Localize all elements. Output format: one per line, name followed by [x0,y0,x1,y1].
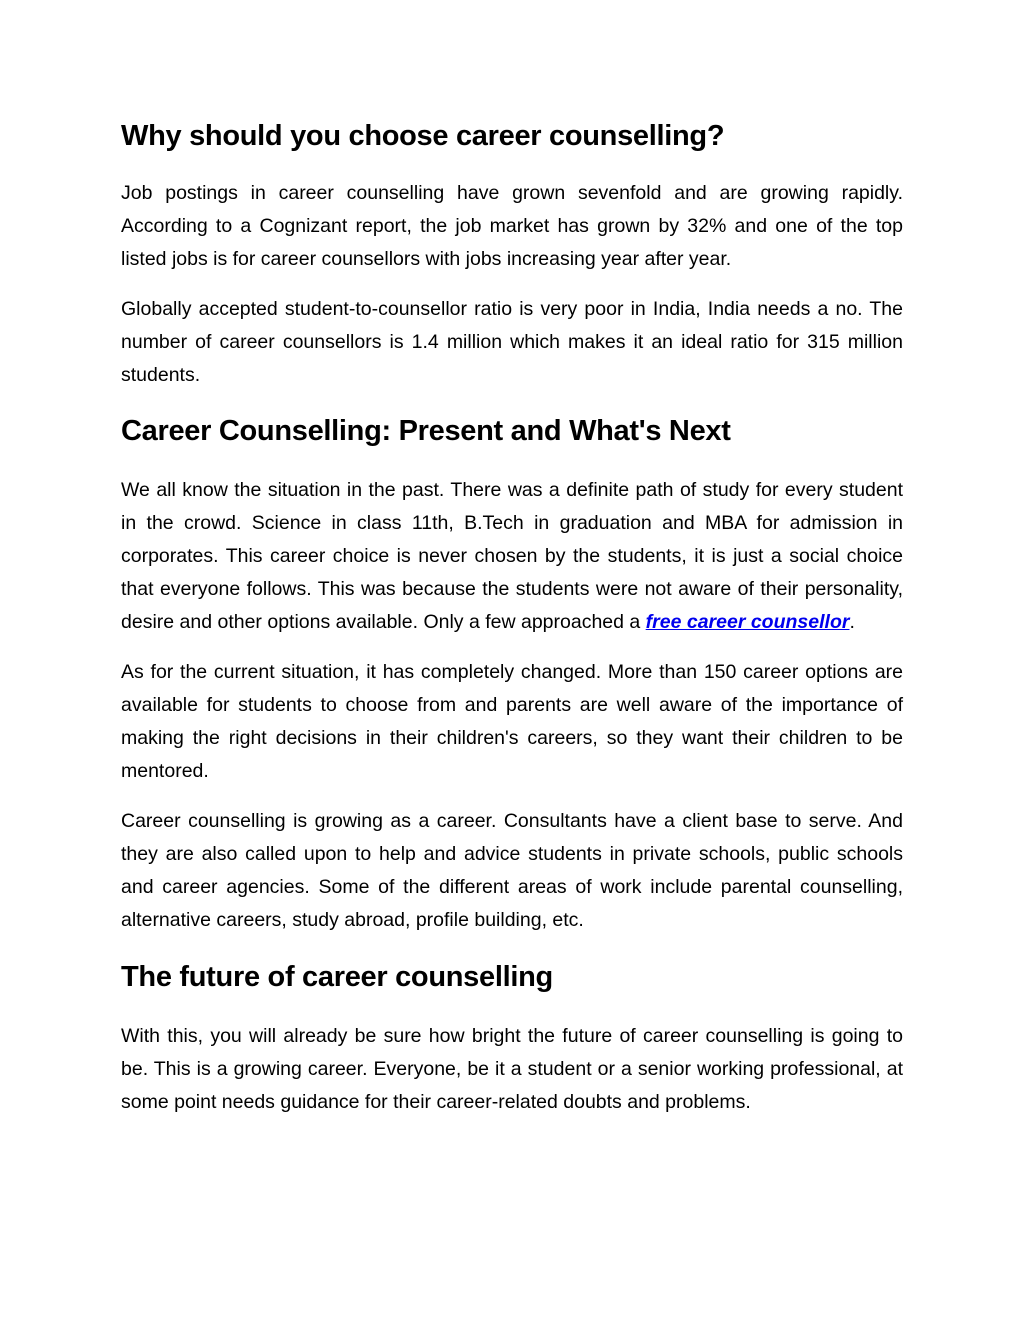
paragraph-counsellor-ratio: Globally accepted student-to-counsellor ratio is very poor in India, India needs a no. The number of career counsellors is 1.4 million which makes it an ideal ratio for 315 million students. [121,298,903,386]
free-career-counsellor-link[interactable]: free career counsellor [645,611,850,633]
section-heading-present-next: Career Counselling: Present and What's Next [121,415,731,447]
paragraph-future: With this, you will already be sure how bright the future of career counselling is going to be. This is a growing career. Everyone, be it a student or a senior working professional, at some point needs guidance for their career-related doubts and problems. [121,1025,903,1113]
past-situation-end: . [849,611,855,633]
past-situation-text: We all know the situation in the past. There was a definite path of study for every student in the crowd. Science in class 11th, B.Tech in graduation and MBA for admission in corporates. This career choice is never chosen by the students, it is just a social choice that everyone follows. This was because the students were not aware of their personality, desire and other options available. Only a few approached a [121,479,903,633]
paragraph-job-postings: Job postings in career counselling have grown sevenfold and are growing rapidly. According to a Cognizant report, the job market has grown by 32% and one of the top listed jobs is for career counsellors with jobs increasing year after year. [121,182,903,270]
paragraph-past-situation [121,474,903,639]
paragraph-current-situation: As for the current situation, it has completely changed. More than 150 career options are available for students to choose from and parents are well aware of the importance of making the right decisions in their children's careers, so they want their children to be mentored. [121,661,903,782]
document-body [121,120,903,1119]
section-heading-why-choose: Why should you choose career counselling? [121,120,725,152]
paragraph-growing-career: Career counselling is growing as a career. Consultants have a client base to serve. And they are also called upon to help and advice students in private schools, public schools and career agencies. Some of the different areas of work include parental counselling, alternative careers, study abroad, profile building, etc. [121,810,903,931]
section-heading-future: The future of career counselling [121,961,553,993]
